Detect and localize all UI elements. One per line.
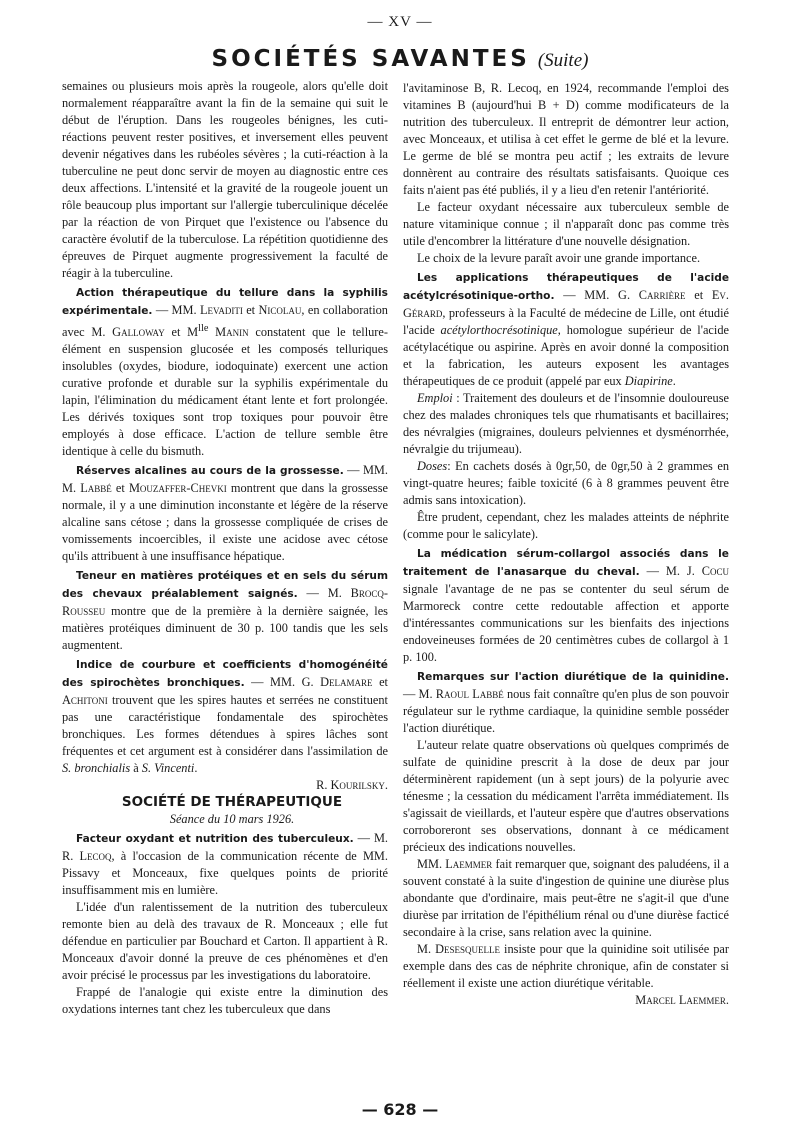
author-name: Raoul Labbé [435,687,504,701]
author-name: Labbé [80,481,112,496]
page-header [0,46,800,72]
author-name: Carrière [638,288,686,302]
header-title: SOCIÉTÉS SAVANTES [211,46,530,72]
article-heading: Réserves alcalines au cours de la grossesse. [76,465,344,478]
paragraph: Indice de courbure et coefficients d'homogénéité des spirochètes bronchiques. — MM. G. Delamare et Achitoni trouvent que les spires hautes et serrées ne constituent pas une caractéristique fondamentale des spirochètes bronchiques. Les formes détendues à spires lâches sont fréquentes et cet argument est à considérer dans l'assimilation de S. bronchialis à S. Vincenti. [62,659,388,776]
paragraph: Les applications thérapeutiques de l'acide acétylcrésotinique-ortho. — MM. G. Carrière et Ev. Gérard, professeurs à la Faculté de médecine de Lille, ont étudié l'acide acétylorthocrésotinique, homologue supérieur de l'acide acétylacétique ou aspirine. Après en avoir donné la composition et la fabrication, les auteurs exposent les avantages thérapeutiques de ce produit (appelé par eux Diapirine. [403,272,729,388]
article-heading: Action thérapeutique du tellure dans la syphilis expérimentale. [62,287,388,317]
paragraph: Action thérapeutique du tellure dans la syphilis expérimentale. — MM. Levaditi et Nicolau, en collaboration avec M. Galloway et $M^{lle}$ Manin constatent que le tellure-élément en suspension glucosée et les composés telluriques insolubles (oxydes, biodure, iodoquinate) exercent une action curative profonde et durable sur la syphilis expérimentale du lapin, l'élimination du médicament étant lente et fort prolongée. Les dérivés toxiques sont trop toxiques pour pouvoir être employés à dose efficace. L'action de tellure semble être identique à celle du bismuth. [62,287,389,459]
article-heading: Les applications thérapeutiques de l'acide acétylcrésotinique-ortho. [403,272,729,302]
paragraph: Réserves alcalines au cours de la grossesse. — MM. M. Labbé et Mouzaffer-Chevki montrent que dans la grossesse normale, il y a une diminution inconstante et légère de la réserve alcaline sans cétose ; dans la grossesse compliquée de crises de vomissements incoercibles, il existe une acidose avec cétose qu'ils attribuent à une insuffisance hépatique. [62,463,388,564]
signature: R. Kourilsky. [316,778,388,793]
author-name: Lecoq [79,849,112,864]
paragraph: Doses: En cachets dosés à 0gr,50, de 0gr,50 à 2 grammes en vingt-quatre heures; faible toxicité (6 à 8 grammes peuvent être admis sans intoxication). [403,459,729,507]
author-name: Ev. Gérard [403,288,729,320]
author-name: Manin [208,325,249,340]
header-suite: (Suite) [537,50,589,71]
section-title: SOCIÉTÉ DE THÉRAPEUTIQUE [121,794,343,811]
paragraph: Le facteur oxydant nécessaire aux tuberculeux semble de nature vitaminique connue ; il n'apparaît donc pas comme très utile d'encombrer la littérature d'une nouvelle désignation. [403,200,729,248]
paragraph: Emploi : Traitement des douleurs et de l'insomnie douloureuse chez des malades chroniques tels que rhumatisants et bacillaires; des névralgies (migraines, douleurs pelviennes et dysménorrhée, névralgie du trijumeau). [403,391,729,456]
author-name: Galloway [112,325,165,340]
paragraph: Facteur oxydant et nutrition des tuberculeux. — M. R. Lecoq, à l'occasion de la communication récente de MM. Pissavy et Monceaux, fixe quelques points de priorité insuffisamment mis en lumière. [62,831,389,898]
article-heading: La médication sérum-collargol associés dans le traitement de l'anasarque du cheval. [403,548,729,578]
paragraph: Être prudent, cependant, chez les malades atteints de néphrite (comme pour le salicylate). [403,510,729,541]
author-name: Nicolau [258,303,302,317]
paragraph: Le choix de la levure paraît avoir une grande importance. [417,251,701,265]
article-heading: Facteur oxydant et nutrition des tuberculeux. [76,833,354,846]
paragraph: Frappé de l'analogie qui existe entre la diminution des oxydations internes tant chez les tuberculeux que dans [62,985,388,1017]
left-column [62,78,388,1018]
paragraph: L'idée d'un ralentissement de la nutrition des tuberculeux remonte bien au delà des travaux de R. Monceaux ; elle fut défendue en particulier par Bouchard et Carton. Il appartient à R. Monceaux d'avoir donné la preuve de ces phénomènes et d'en avoir précisé le processus par les investigations du laboratoire. [62,900,388,983]
paragraph: l'avitaminose B, R. Lecoq, en 1924, recommande l'emploi des vitamines B (aujourd'hui B + D) comme modificateurs de la nutrition des tuberculeux. Il entreprit de démontrer leur action, avec Monceaux, et utilisa à cet effet le germe de blé et la levure. Le germe de blé se montra peu actif ; les extraits de levure donnèrent au contraire des résultats satisfaisants. Quoique ces faits n'aient pas été publiés, il y a lieu d'en retenir l'antériorité. [403,81,729,197]
author-name: Brocq-Rousseu [62,586,388,619]
author-name: Achitoni [62,693,108,708]
article-heading: Indice de courbure et coefficients d'homogénéité des spirochètes bronchiques. [62,659,388,690]
author-name: Levaditi [199,303,243,317]
author-name: Mouzaffer-Chevki [128,481,227,496]
article-heading: Teneur en matières protéiques et en sels du sérum des chevaux préalablement saignés. [62,570,388,601]
right-column [403,80,729,1009]
signature: Marcel Laemmer. [635,993,729,1007]
page-number: — 628 — [361,1100,439,1119]
paragraph: La médication sérum-collargol associés dans le traitement de l'anasarque du cheval. — M. J. Cocu signale l'avantage de ne pas se contenter du seul sérum de Marmoreck contre cette redoutable affection et apporte d'intéressantes communications sur les bienfaits des injections endoveineuses formées de 20 centimètres cubes de collargol à 1 p. 100. [403,548,730,664]
paragraph: semaines ou plusieurs mois après la rougeole, alors qu'elle doit normalement réapparaître avant la fin de la semaine qui suit le début de l'éruption. Dans les rougeoles bénignes, les cuti-réactions peuvent rester positives, et inversement elles peuvent devenir négatives dans les rubéoles sévères ; la cuti-réaction à la tuberculine ne peut donc servir de moyen au diagnostic entre ces deux affections. L'intensité et la gravité de la rougeole jouent un rôle beaucoup plus important sur l'allergie tuberculinique décelée par la réaction de von Pirquet que l'existence ou l'absence du caractère évolutif de la tuberculose. La répétition quotidienne des épreuves de Pirquet augmente progressivement la faculté de réagir à la tuberculine. [62,79,388,280]
author-name: Delamare [320,675,373,690]
author-name: Desesquelle [435,942,501,956]
section-date: Séance du 10 mars 1926. [169,812,295,827]
paragraph: MM. Laemmer fait remarquer que, soignant des paludéens, il a souvent constaté à la suite d'ingestion de quinine une diurèse plus abondante que d'ordinaire, mais peut-être ne s'agit-il que d'une diurèse par irritation de l'épithélium rénal ou d'une diurèse facticé secondaire à la crise, sans relation avec la quinine. [403,857,729,939]
paragraph: Remarques sur l'action diurétique de la quinidine. — M. Raoul Labbé nous fait connaître qu'en plus de son pouvoir régulateur sur le rythme cardiaque, la quinidine semble posséder l'action diurétique. [403,671,729,735]
paragraph: Teneur en matières protéiques et en sels du sérum des chevaux préalablement saignés. — M. Brocq-Rousseu montre que de la première à la dernière saignée, les matières protéiques diminuent de 30 p. 100 tandis que les sels augmentent. [62,570,388,653]
article-heading: Remarques sur l'action diurétique de la quinidine. [417,671,729,683]
author-name: MM. Laemmer [417,857,493,871]
paragraph: L'auteur relate quatre observations où quelques comprimés de sulfate de quinidine prescrit à la dose de deux par jour déterminèrent rapidement (un à sept jours) de la polyurie avec ténesme ; la cessation du médicament l'arrêta immédiatement. Ils s'agissait de vieillards, et l'auteur espère que d'autres observations corroboreront ses observations, donnant à ce médicament précieux des indications nouvelles. [403,738,729,854]
folio: — XV — [367,14,433,30]
author-name: Cocu [701,564,730,578]
paragraph: M. Desesquelle insiste pour que la quinidine soit utilisée par exemple dans des cas de néphrite chronique, afin de constater si réellement il existe une action diurétique véritable. [403,942,729,990]
